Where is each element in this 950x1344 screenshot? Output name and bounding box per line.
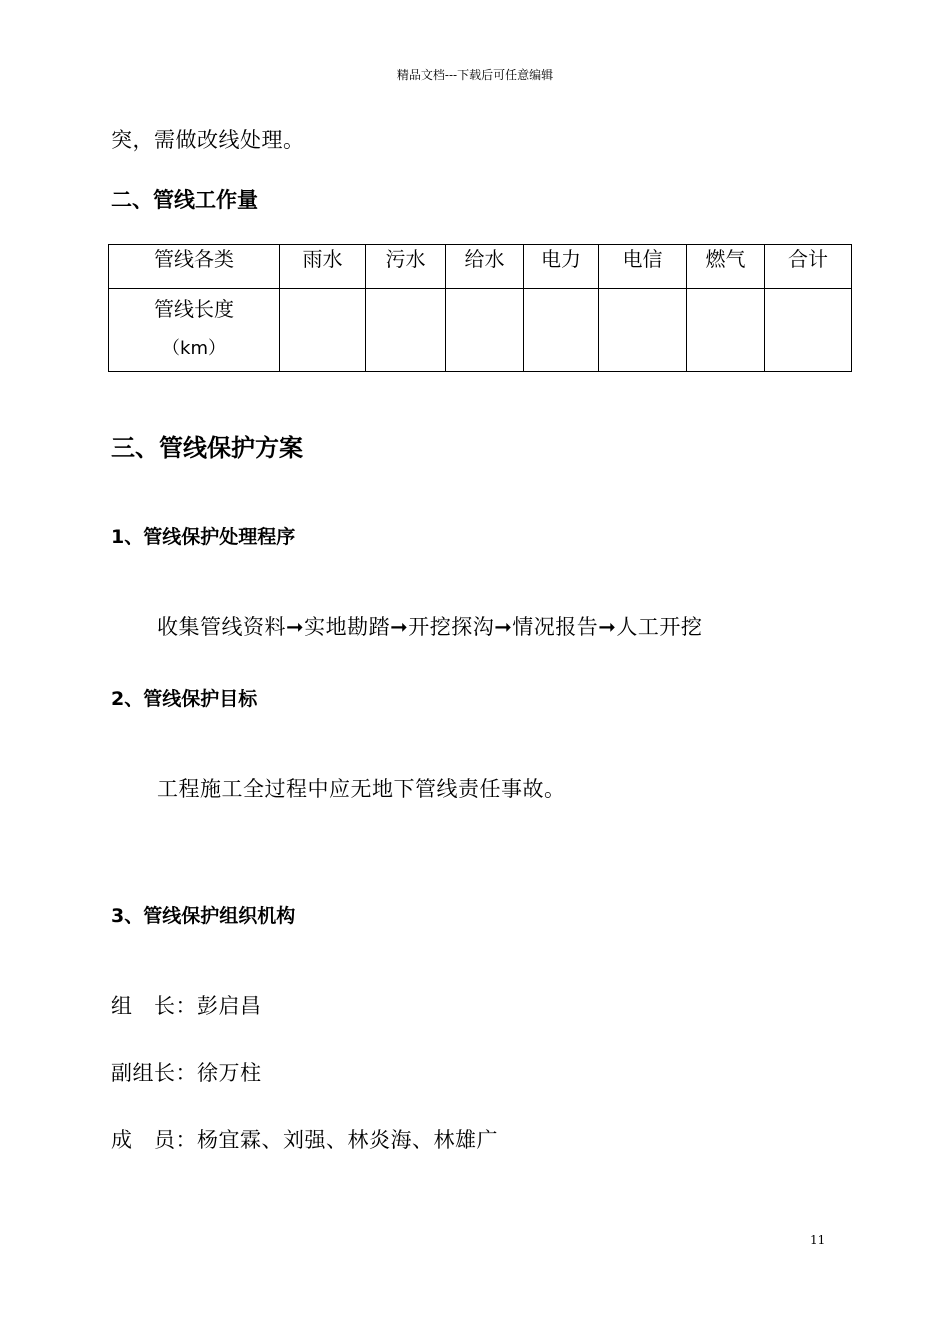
member-line-deputy	[111, 1057, 262, 1087]
subsection-1-title: 1、管线保护处理程序	[111, 526, 296, 548]
table-value-cell	[765, 289, 852, 372]
member-role: 成 员：	[111, 1128, 197, 1152]
subsection-2-title: 2、管线保护目标	[111, 688, 258, 710]
table-header-cell: 燃气	[687, 245, 765, 289]
table-value-cell	[599, 289, 687, 372]
member-names: 彭启昌	[197, 994, 262, 1018]
length-label: 管线长度	[154, 297, 234, 321]
member-line-leader	[111, 990, 262, 1020]
member-names: 杨宜霖、刘强、林炎海、林雄广	[197, 1128, 498, 1152]
table-header-cell: 电信	[599, 245, 687, 289]
table-value-cell	[446, 289, 524, 372]
table-header-cell: 雨水	[280, 245, 366, 289]
member-role: 组 长：	[111, 994, 197, 1018]
subsection-3-title: 3、管线保护组织机构	[111, 905, 296, 927]
table-header-cell: 给水	[446, 245, 524, 289]
page-number: 11	[810, 1233, 826, 1247]
table-header-cell: 管线各类	[109, 245, 280, 289]
member-names: 徐万柱	[197, 1061, 262, 1085]
table-value-cell	[366, 289, 446, 372]
member-role: 副组长：	[111, 1061, 197, 1085]
member-line-members	[111, 1124, 498, 1154]
pipeline-quantity-table	[108, 244, 852, 372]
page-header-note: 精品文档---下载后可任意编辑	[396, 68, 554, 82]
table-header-cell: 合计	[765, 245, 852, 289]
table-value-cell	[280, 289, 366, 372]
section-2-title: 二、管线工作量	[111, 188, 258, 212]
goal-text: 工程施工全过程中应无地下管线责任事故。	[157, 777, 566, 801]
section-3-title: 三、管线保护方案	[111, 434, 303, 462]
table-value-cell	[687, 289, 765, 372]
table-header-cell: 电力	[524, 245, 599, 289]
intro-text: 突，需做改线处理。	[111, 128, 305, 152]
table-header-cell: 污水	[366, 245, 446, 289]
table-length-row	[109, 289, 852, 372]
length-unit: （km）	[162, 338, 226, 359]
procedure-text: 收集管线资料➞实地勘踏➞开挖探沟➞情况报告➞人工开挖	[157, 615, 703, 639]
table-header-row	[109, 245, 852, 289]
table-value-cell	[524, 289, 599, 372]
length-label-cell	[109, 289, 280, 372]
